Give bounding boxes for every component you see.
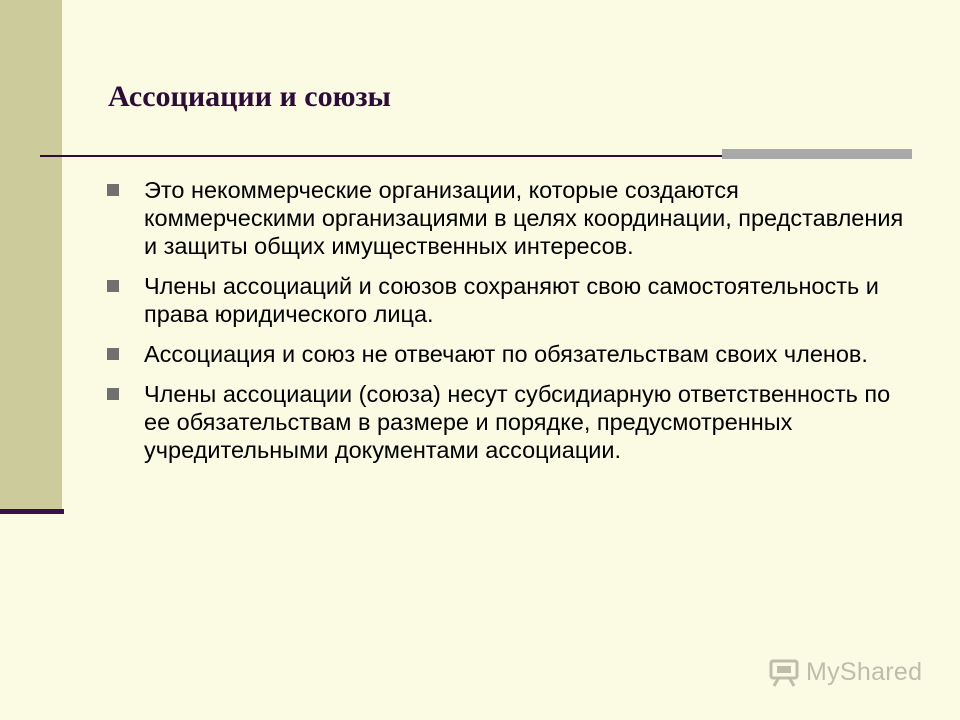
square-bullet-icon [107,348,119,360]
square-bullet-icon [107,184,119,196]
left-decorative-band [0,0,62,512]
bullet-text: Это некоммерческие организации, которые создаются коммерческими организациями в целях координации, представления и защиты общих имущественных интересов. [144,177,904,259]
bullet-text: Члены ассоциаций и союзов сохраняют свою самостоятельность и права юридического лица. [144,273,879,327]
bullet-item [104,176,904,260]
bullet-text: Члены ассоциации (союза) несут субсидиарную ответственность по ее обязательствам в размере и порядке, предусмотренных учредительными документами ассоциации. [144,381,891,463]
bullet-item [104,272,904,328]
bullet-item [104,340,904,368]
bullet-item [104,380,904,464]
bullet-list [104,176,904,476]
slide-title: Ассоциации и союзы [108,80,391,113]
square-bullet-icon [107,388,119,400]
watermark [768,658,922,687]
watermark-text: MyShared [806,658,923,686]
left-band-underline [0,509,64,514]
title-divider-accent [722,149,912,159]
bullet-text: Ассоциация и союз не отвечают по обязательствам своих членов. [144,341,868,367]
presentation-board-icon [768,659,800,687]
square-bullet-icon [107,280,119,292]
